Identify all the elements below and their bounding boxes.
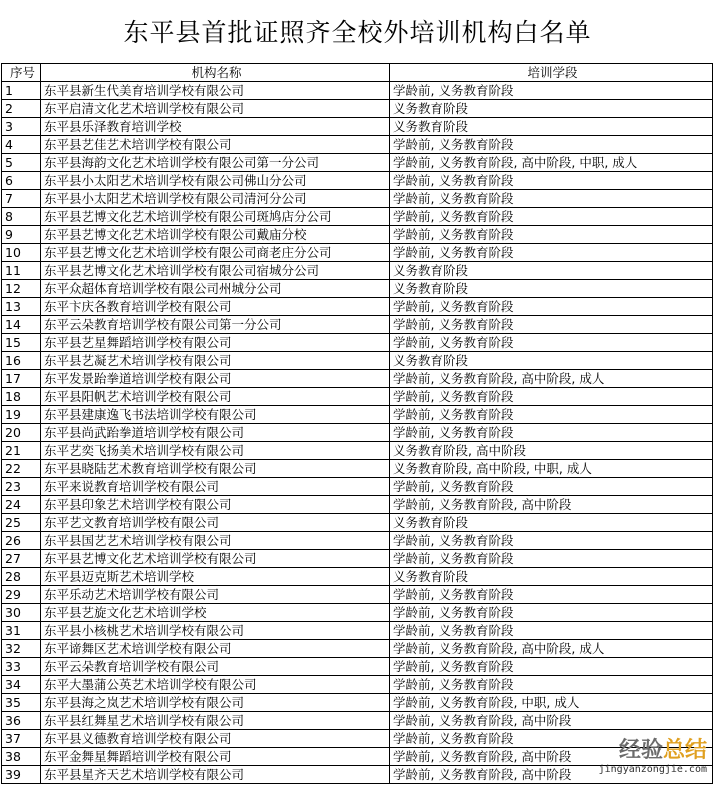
cell-training-stage: 学龄前, 义务教育阶段, 高中阶段, 中职, 成人 xyxy=(390,154,713,172)
cell-institution-name: 东平县艺博文化艺术培训学校有限公司斑鸠店分公司 xyxy=(41,208,390,226)
table-row xyxy=(2,82,713,100)
cell-training-stage: 义务教育阶段 xyxy=(390,352,713,370)
cell-index: 4 xyxy=(2,136,41,154)
cell-institution-name: 东平县艺星舞蹈培训学校有限公司 xyxy=(41,334,390,352)
cell-training-stage: 义务教育阶段 xyxy=(390,262,713,280)
cell-index: 7 xyxy=(2,190,41,208)
cell-index: 35 xyxy=(2,694,41,712)
cell-training-stage: 学龄前, 义务教育阶段 xyxy=(390,226,713,244)
cell-index: 9 xyxy=(2,226,41,244)
cell-training-stage: 学龄前, 义务教育阶段 xyxy=(390,730,713,748)
cell-institution-name: 东平县尚武跆拳道培训学校有限公司 xyxy=(41,424,390,442)
table-row xyxy=(2,460,713,478)
cell-training-stage: 学龄前, 义务教育阶段 xyxy=(390,388,713,406)
header-training-stage: 培训学段 xyxy=(390,64,713,82)
cell-institution-name: 东平县艺博文化艺术培训学校有限公司商老庄分公司 xyxy=(41,244,390,262)
cell-institution-name: 东平大墨蒲公英艺术培训学校有限公司 xyxy=(41,676,390,694)
table-row xyxy=(2,640,713,658)
cell-institution-name: 东平县星齐天艺术培训学校有限公司 xyxy=(41,766,390,784)
cell-training-stage: 学龄前, 义务教育阶段 xyxy=(390,406,713,424)
cell-institution-name: 东平艺文教育培训学校有限公司 xyxy=(41,514,390,532)
cell-institution-name: 东平县国艺艺术培训学校有限公司 xyxy=(41,532,390,550)
cell-institution-name: 东平众超体育培训学校有限公司州城分公司 xyxy=(41,280,390,298)
cell-institution-name: 东平卞庆各教育培训学校有限公司 xyxy=(41,298,390,316)
table-row xyxy=(2,154,713,172)
table-row xyxy=(2,388,713,406)
cell-training-stage: 学龄前, 义务教育阶段 xyxy=(390,334,713,352)
cell-index: 27 xyxy=(2,550,41,568)
cell-index: 30 xyxy=(2,604,41,622)
table-row xyxy=(2,316,713,334)
cell-training-stage: 学龄前, 义务教育阶段 xyxy=(390,136,713,154)
cell-index: 2 xyxy=(2,100,41,118)
watermark-logo xyxy=(557,733,707,773)
cell-institution-name: 东平县晓陆艺术教育培训学校有限公司 xyxy=(41,460,390,478)
table-row xyxy=(2,118,713,136)
cell-training-stage: 义务教育阶段 xyxy=(390,280,713,298)
table-row xyxy=(2,478,713,496)
cell-institution-name: 东平发景跆拳道培训学校有限公司 xyxy=(41,370,390,388)
cell-institution-name: 东平县艺凝艺术培训学校有限公司 xyxy=(41,352,390,370)
cell-institution-name: 东平县乐泽教育培训学校 xyxy=(41,118,390,136)
cell-index: 28 xyxy=(2,568,41,586)
cell-index: 34 xyxy=(2,676,41,694)
table-row xyxy=(2,568,713,586)
table-row xyxy=(2,622,713,640)
cell-training-stage: 学龄前, 义务教育阶段, 高中阶段 xyxy=(390,748,713,766)
cell-training-stage: 学龄前, 义务教育阶段 xyxy=(390,532,713,550)
cell-index: 13 xyxy=(2,298,41,316)
cell-index: 25 xyxy=(2,514,41,532)
cell-index: 39 xyxy=(2,766,41,784)
cell-index: 22 xyxy=(2,460,41,478)
table-row xyxy=(2,658,713,676)
cell-training-stage: 学龄前, 义务教育阶段, 高中阶段 xyxy=(390,712,713,730)
cell-training-stage: 义务教育阶段 xyxy=(390,118,713,136)
cell-training-stage: 学龄前, 义务教育阶段 xyxy=(390,550,713,568)
cell-institution-name: 东平来说教育培训学校有限公司 xyxy=(41,478,390,496)
cell-training-stage: 学龄前, 义务教育阶段 xyxy=(390,604,713,622)
header-index: 序号 xyxy=(2,64,41,82)
cell-institution-name: 东平云朵教育培训学校有限公司第一分公司 xyxy=(41,316,390,334)
table-row xyxy=(2,244,713,262)
table-row xyxy=(2,694,713,712)
cell-institution-name: 东平县小核桃艺术培训学校有限公司 xyxy=(41,622,390,640)
cell-institution-name: 东平县阳帆艺术培训学校有限公司 xyxy=(41,388,390,406)
cell-index: 19 xyxy=(2,406,41,424)
cell-index: 18 xyxy=(2,388,41,406)
cell-index: 38 xyxy=(2,748,41,766)
cell-training-stage: 义务教育阶段, 高中阶段 xyxy=(390,442,713,460)
cell-training-stage: 学龄前, 义务教育阶段 xyxy=(390,478,713,496)
cell-index: 33 xyxy=(2,658,41,676)
cell-institution-name: 东平县小太阳艺术培训学校有限公司佛山分公司 xyxy=(41,172,390,190)
cell-training-stage: 学龄前, 义务教育阶段 xyxy=(390,316,713,334)
table-row xyxy=(2,370,713,388)
cell-training-stage: 学龄前, 义务教育阶段 xyxy=(390,586,713,604)
table-header-row xyxy=(2,64,713,82)
cell-index: 26 xyxy=(2,532,41,550)
page-title: 东平县首批证照齐全校外培训机构白名单 xyxy=(123,18,592,47)
cell-index: 17 xyxy=(2,370,41,388)
header-institution-name: 机构名称 xyxy=(41,64,390,82)
table-row xyxy=(2,172,713,190)
cell-training-stage: 学龄前, 义务教育阶段 xyxy=(390,622,713,640)
cell-training-stage: 学龄前, 义务教育阶段 xyxy=(390,208,713,226)
cell-index: 14 xyxy=(2,316,41,334)
cell-institution-name: 东平县新生代美育培训学校有限公司 xyxy=(41,82,390,100)
table-row xyxy=(2,406,713,424)
table-row xyxy=(2,550,713,568)
cell-training-stage: 学龄前, 义务教育阶段 xyxy=(390,190,713,208)
table-row xyxy=(2,424,713,442)
cell-institution-name: 东平县艺旋文化艺术培训学校 xyxy=(41,604,390,622)
cell-training-stage: 学龄前, 义务教育阶段 xyxy=(390,244,713,262)
table-row xyxy=(2,604,713,622)
cell-training-stage: 义务教育阶段, 高中阶段, 中职, 成人 xyxy=(390,460,713,478)
cell-index: 23 xyxy=(2,478,41,496)
cell-institution-name: 东平县艺博文化艺术培训学校有限公司宿城分公司 xyxy=(41,262,390,280)
cell-index: 20 xyxy=(2,424,41,442)
table-row xyxy=(2,532,713,550)
cell-training-stage: 学龄前, 义务教育阶段 xyxy=(390,676,713,694)
cell-index: 3 xyxy=(2,118,41,136)
table-row xyxy=(2,586,713,604)
cell-training-stage: 义务教育阶段 xyxy=(390,568,713,586)
cell-training-stage: 学龄前, 义务教育阶段, 高中阶段 xyxy=(390,766,713,784)
whitelist-table xyxy=(1,63,713,784)
watermark-main-text: 经验 xyxy=(618,738,663,763)
cell-training-stage: 学龄前, 义务教育阶段 xyxy=(390,172,713,190)
cell-institution-name: 东平县艺佳艺术培训学校有限公司 xyxy=(41,136,390,154)
cell-training-stage: 学龄前, 义务教育阶段 xyxy=(390,658,713,676)
cell-institution-name: 东平启清文化艺术培训学校有限公司 xyxy=(41,100,390,118)
cell-training-stage: 义务教育阶段 xyxy=(390,514,713,532)
cell-training-stage: 学龄前, 义务教育阶段, 中职, 成人 xyxy=(390,694,713,712)
cell-training-stage: 学龄前, 义务教育阶段 xyxy=(390,298,713,316)
table-row xyxy=(2,676,713,694)
cell-index: 10 xyxy=(2,244,41,262)
cell-institution-name: 东平县迈克斯艺术培训学校 xyxy=(41,568,390,586)
cell-index: 11 xyxy=(2,262,41,280)
cell-institution-name: 东平县红舞星艺术培训学校有限公司 xyxy=(41,712,390,730)
cell-institution-name: 东平乐动艺术培训学校有限公司 xyxy=(41,586,390,604)
cell-training-stage: 学龄前, 义务教育阶段, 高中阶段, 成人 xyxy=(390,640,713,658)
cell-institution-name: 东平谛舞区艺术培训学校有限公司 xyxy=(41,640,390,658)
cell-index: 21 xyxy=(2,442,41,460)
cell-index: 15 xyxy=(2,334,41,352)
cell-index: 1 xyxy=(2,82,41,100)
cell-institution-name: 东平县艺博文化艺术培训学校有限公司戴庙分校 xyxy=(41,226,390,244)
watermark-url: jingyanzongjie.com xyxy=(598,764,707,775)
cell-institution-name: 东平县海韵文化艺术培训学校有限公司第一分公司 xyxy=(41,154,390,172)
cell-institution-name: 东平县艺博文化艺术培训学校有限公司 xyxy=(41,550,390,568)
cell-training-stage: 学龄前, 义务教育阶段 xyxy=(390,82,713,100)
table-row xyxy=(2,100,713,118)
table-row xyxy=(2,514,713,532)
cell-index: 5 xyxy=(2,154,41,172)
table-row xyxy=(2,136,713,154)
table-row xyxy=(2,442,713,460)
table-row xyxy=(2,352,713,370)
cell-institution-name: 东平金舞星舞蹈培训学校有限公司 xyxy=(41,748,390,766)
cell-index: 32 xyxy=(2,640,41,658)
cell-index: 12 xyxy=(2,280,41,298)
cell-index: 29 xyxy=(2,586,41,604)
cell-institution-name: 东平县小太阳艺术培训学校有限公司清河分公司 xyxy=(41,190,390,208)
cell-index: 8 xyxy=(2,208,41,226)
table-row xyxy=(2,334,713,352)
cell-index: 36 xyxy=(2,712,41,730)
table-row xyxy=(2,712,713,730)
cell-training-stage: 学龄前, 义务教育阶段, 高中阶段 xyxy=(390,496,713,514)
cell-institution-name: 东平艺奕飞扬美术培训学校有限公司 xyxy=(41,442,390,460)
table-row xyxy=(2,208,713,226)
cell-index: 31 xyxy=(2,622,41,640)
cell-index: 6 xyxy=(2,172,41,190)
cell-index: 16 xyxy=(2,352,41,370)
cell-institution-name: 东平县建康逸飞书法培训学校有限公司 xyxy=(41,406,390,424)
cell-training-stage: 学龄前, 义务教育阶段, 高中阶段, 成人 xyxy=(390,370,713,388)
cell-index: 24 xyxy=(2,496,41,514)
table-row xyxy=(2,226,713,244)
cell-institution-name: 东平县海之岚艺术培训学校有限公司 xyxy=(41,694,390,712)
cell-training-stage: 义务教育阶段 xyxy=(390,100,713,118)
cell-training-stage: 学龄前, 义务教育阶段 xyxy=(390,424,713,442)
table-row xyxy=(2,280,713,298)
cell-institution-name: 东平云朵教育培训学校有限公司 xyxy=(41,658,390,676)
table-row xyxy=(2,190,713,208)
cell-institution-name: 东平县义德教育培训学校有限公司 xyxy=(41,730,390,748)
table-row xyxy=(2,262,713,280)
cell-index: 37 xyxy=(2,730,41,748)
watermark-accent-text: 总结 xyxy=(662,738,707,763)
table-row xyxy=(2,496,713,514)
cell-institution-name: 东平县印象艺术培训学校有限公司 xyxy=(41,496,390,514)
table-row xyxy=(2,298,713,316)
